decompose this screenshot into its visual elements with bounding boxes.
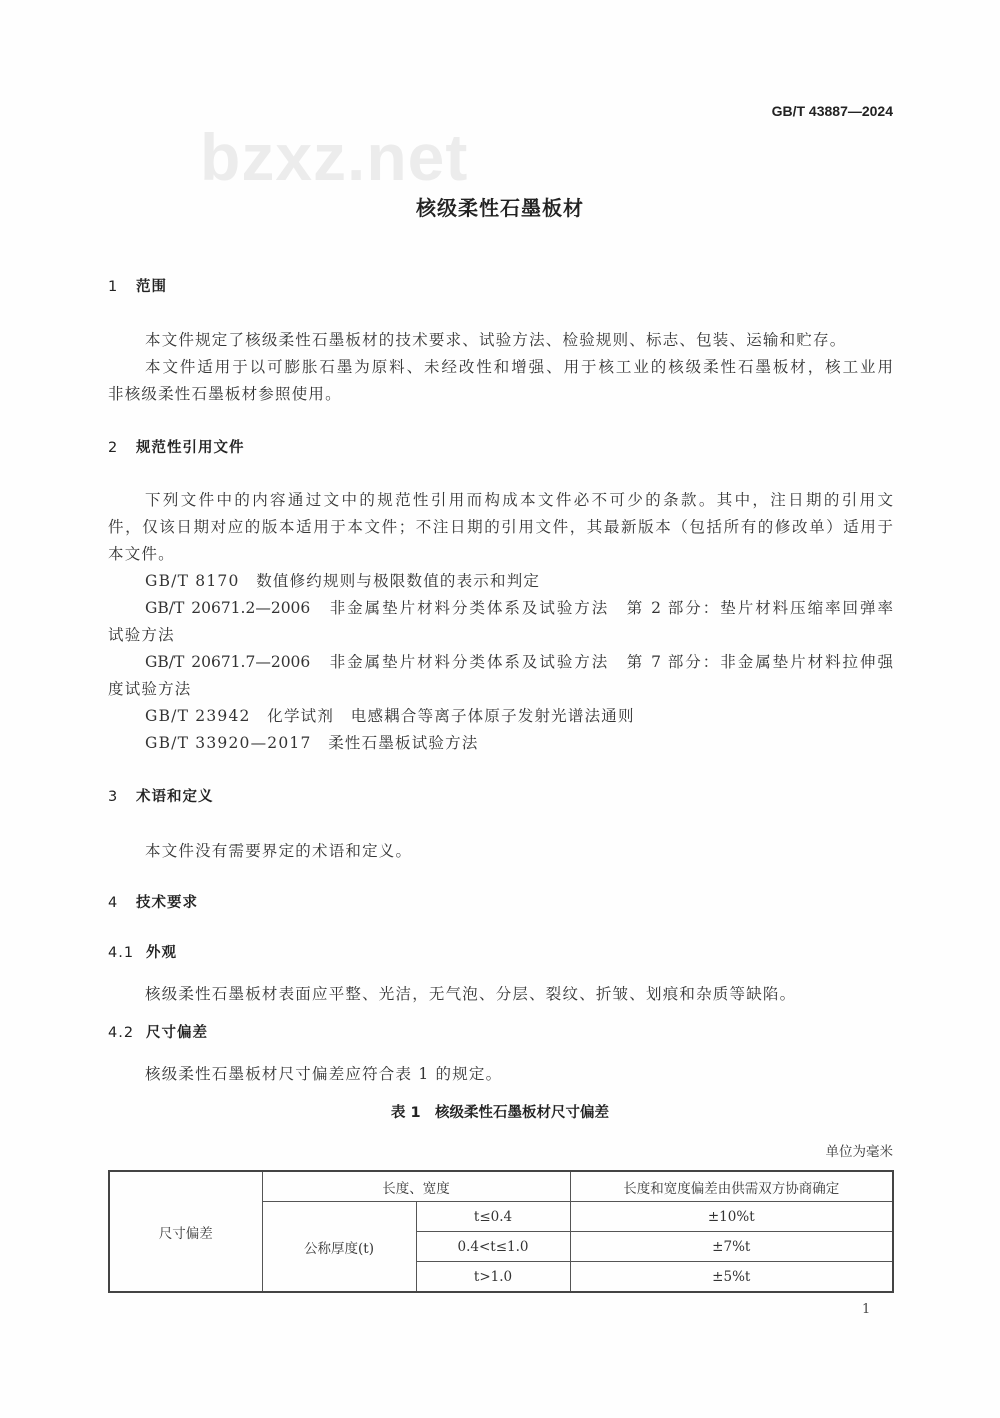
section-4-heading [108,893,198,913]
tolerance-cell: ±5%t [570,1262,893,1293]
row-label-cell: 尺寸偏差 [109,1171,262,1292]
thickness-range-cell: t≤0.4 [416,1202,570,1232]
watermark: bzxz.net [200,120,469,194]
document-title: 核级柔性石墨板材 [416,196,584,220]
reference-item-cont: 试验方法 [108,626,175,644]
dimension-tolerance-table [108,1170,894,1293]
section-number: 2 [108,440,119,456]
reference-item: GB/T 8170 数值修约规则与极限数值的表示和判定 [145,572,541,590]
thickness-range-cell: t>1.0 [416,1262,570,1293]
section-number: 1 [108,279,119,295]
table-row [109,1171,893,1202]
page-number: 1 [862,1302,871,1317]
section-4-1-heading [108,943,177,963]
table-unit: 单位为毫米 [825,1144,893,1160]
paragraph-line: 核级柔性石墨板材尺寸偏差应符合表 1 的规定。 [145,1065,503,1083]
reference-item: GB/T 20671.7—2006 非金属垫片材料分类体系及试验方法 第 7 部分：非金属垫片材料拉伸强 [145,653,893,671]
tolerance-cell: ±10%t [570,1202,893,1232]
section-number: 4 [108,895,119,911]
section-title: 术语和定义 [136,789,214,805]
paragraph-line: 本文件适用于以可膨胀石墨为原料、未经改性和增强、用于核工业的核级柔性石墨板材，核工业用 [145,358,893,376]
paragraph-line: 非核级柔性石墨板材参照使用。 [108,385,342,403]
section-3-heading [108,787,214,807]
section-number: 4.1 [108,945,135,961]
document-id: GB/T 43887—2024 [771,103,893,119]
tolerance-cell: ±7%t [570,1232,893,1262]
section-2-heading [108,438,245,458]
section-4-2-heading [108,1023,208,1043]
reference-item: GB/T 20671.2—2006 非金属垫片材料分类体系及试验方法 第 2 部分：垫片材料压缩率回弹率 [145,599,893,617]
thickness-range-cell: 0.4<t≤1.0 [416,1232,570,1262]
table-title: 表 1 核级柔性石墨板材尺寸偏差 [390,1105,610,1121]
paragraph-line: 核级柔性石墨板材表面应平整、光洁，无气泡、分层、裂纹、折皱、划痕和杂质等缺陷。 [145,985,797,1003]
section-title: 尺寸偏差 [146,1025,208,1041]
paragraph-line: 下列文件中的内容通过文中的规范性引用而构成本文件必不可少的条款。其中，注日期的引用文 [145,491,893,509]
section-number: 3 [108,789,119,805]
reference-item-cont: 度试验方法 [108,680,192,698]
section-number: 4.2 [108,1025,135,1041]
section-1-heading [108,277,167,297]
paragraph-line: 本文件规定了核级柔性石墨板材的技术要求、试验方法、检验规则、标志、包装、运输和贮存。 [145,331,847,349]
length-width-cell: 长度、宽度 [262,1171,570,1202]
paragraph-line: 本文件。 [108,545,175,563]
length-width-value-cell: 长度和宽度偏差由供需双方协商确定 [570,1171,893,1202]
reference-item: GB/T 23942 化学试剂 电感耦合等离子体原子发射光谱法通则 [145,707,635,725]
section-title: 规范性引用文件 [136,440,245,456]
section-title: 技术要求 [136,895,198,911]
paragraph-line: 本文件没有需要界定的术语和定义。 [145,842,413,860]
paragraph-line: 件，仅该日期对应的版本适用于本文件；不注日期的引用文件，其最新版本（包括所有的修改单）适用于 [108,518,893,536]
section-title: 范围 [136,279,167,295]
reference-item: GB/T 33920—2017 柔性石墨板试验方法 [145,734,479,752]
section-title: 外观 [146,945,177,961]
thickness-label-cell: 公称厚度(t) [262,1202,416,1293]
